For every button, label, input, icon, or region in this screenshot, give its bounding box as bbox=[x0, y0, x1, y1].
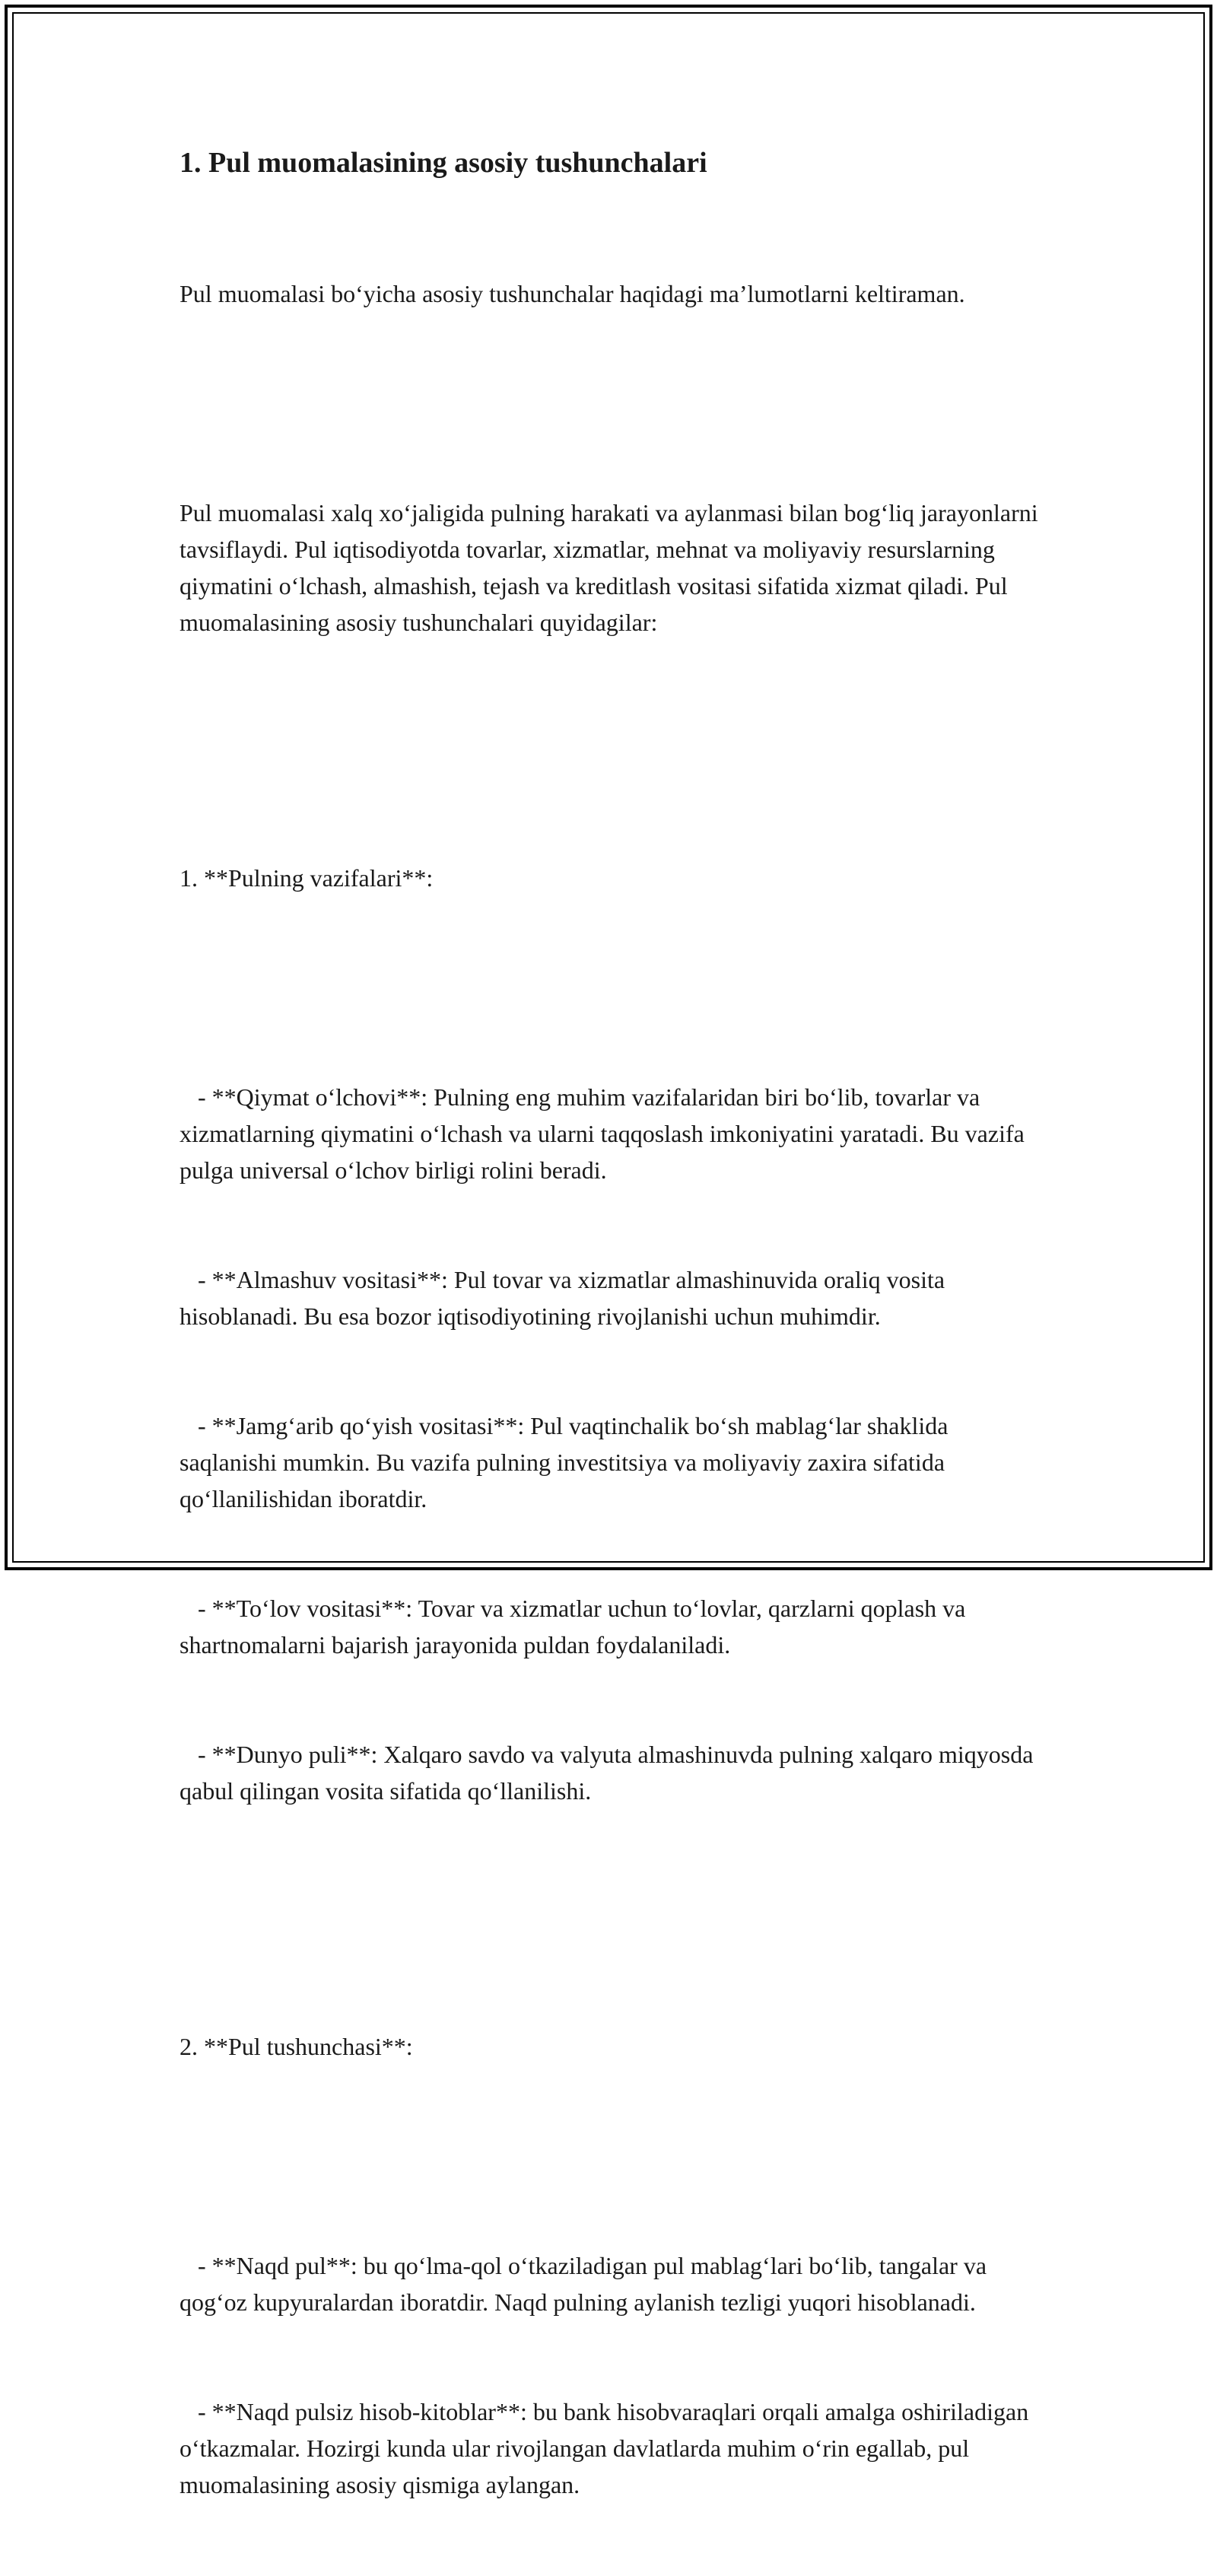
section-2-heading: 2. **Pul tushunchasi**: bbox=[180, 2033, 413, 2060]
section-1-heading: 1. **Pulning vazifalari**: bbox=[180, 864, 434, 892]
document-title: 1. Pul muomalasining asosiy tushunchalari bbox=[180, 147, 707, 179]
document-body bbox=[180, 202, 1047, 2576]
section-1-item-exchange: - **Almashuv vositasi**: Pul tovar va xizmatlar almashinuvida oraliq vosita hisoblanadi. Bu esa bozor iqtisodiyotining rivojlanishi uchun muhimdir. bbox=[180, 1266, 952, 1330]
section-1-item-savings: - **Jamg‘arib qo‘yish vositasi**: Pul vaqtinchalik bo‘sh mablag‘lar shaklida saqlanishi mumkin. Bu vazifa pulning investitsiya va moliyaviy zaxira sifatida qo‘llanilishidan iboratdir. bbox=[180, 1412, 955, 1512]
document-page bbox=[180, 143, 1047, 2576]
section-2-item-cash: - **Naqd pul**: bu qo‘lma-qol o‘tkaziladigan pul mablag‘lari bo‘lib, tangalar va qog‘oz kupyuralardan iboratdir. Naqd pulning aylanish tezligi yuqori hisoblanadi. bbox=[180, 2252, 993, 2316]
section-1-item-measure: - **Qiymat o‘lchovi**: Pulning eng muhim vazifalaridan biri bo‘lib, tovarlar va xizmatlarning qiymatini o‘lchash va ularni taqqoslash imkoniyatini yaratadi. Bu vazifa pulga universal o‘lchov birligi rolini beradi. bbox=[180, 1083, 1031, 1184]
main-paragraph: Pul muomalasi xalq xo‘jaligida pulning harakati va aylanmasi bilan bog‘liq jarayonlarni tavsiflaydi. Pul iqtisodiyotda tovarlar, xizmatlar, mehnat va moliyaviy resurslarning qiymatini o‘lchash, almashish, tejash va kreditlash vositasi sifatida xizmat qiladi. Pul muomalasining asosiy tushunchalari quyidagilar: bbox=[180, 499, 1044, 636]
section-1-item-payment: - **To‘lov vositasi**: Tovar va xizmatlar uchun to‘lovlar, qarzlarni qoplash va shartnomalarni bajarish jarayonida puldan foydalaniladi. bbox=[180, 1595, 972, 1658]
section-1-item-world-money: - **Dunyo puli**: Xalqaro savdo va valyuta almashinuvda pulning xalqaro miqyosda qabul qilingan vosita sifatida qo‘llanilishi. bbox=[180, 1741, 1040, 1805]
section-2-item-cashless: - **Naqd pulsiz hisob-kitoblar**: bu bank hisobvaraqlari orqali amalga oshiriladigan o‘tkazmalar. Hozirgi kunda ular rivojlangan davlatlarda muhim o‘rin egallab, pul muomalasining asosiy qismiga aylangan. bbox=[180, 2398, 1035, 2498]
intro-paragraph: Pul muomalasi bo‘yicha asosiy tushunchalar haqidagi ma’lumotlarni keltiraman. bbox=[180, 280, 965, 307]
